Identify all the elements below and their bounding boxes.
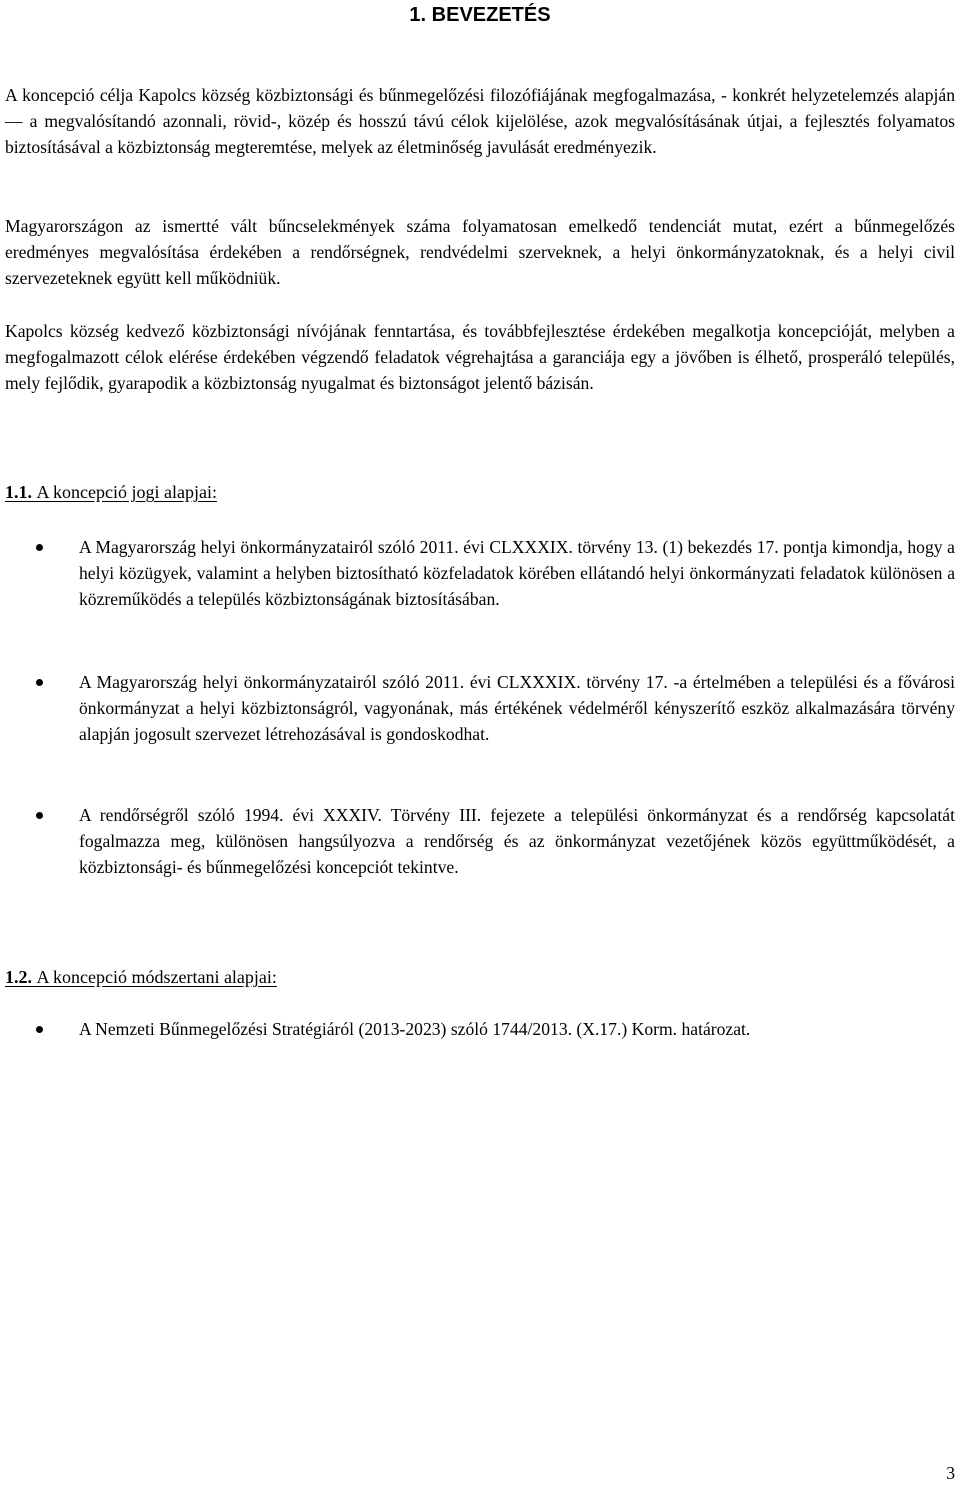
bullet-icon — [36, 812, 43, 819]
intro-paragraph-3: Kapolcs község kedvező közbiztonsági nívójának fenntartása, és továbbfejlesztése érdekében megalkotja koncepcióját, melyben a megfogalmazott célok elérése érdekében végzendő feladatok végrehajtása a garanciája egy a jövőben is élhető, prosperáló település, mely fejlődik, gyarapodik a közbiztonság nyugalmat és biztonságot jelentő bázisán. — [5, 321, 955, 393]
document-page — [5, 0, 955, 1488]
bullet-icon — [36, 679, 43, 686]
intro-paragraph-1: A koncepció célja Kapolcs község közbiztonsági és bűnmegelőzési filozófiájának megfogalmazása, - konkrét helyzetelemzés alapján — a megvalósítandó azonnali, rövid-, közép és hosszú távú célok kijelölése, azok megvalósításának útjai, a fejlesztés folyamatos biztosításával a közbiztonság megteremtése, melyek az életminőség javulását eredményezik. — [5, 85, 955, 157]
list-item-text: A Magyarország helyi önkormányzatairól szóló 2011. évi CLXXXIX. törvény 17. -a értelmében a települési és a fővárosi önkormányzat a helyi közbiztonságról, vagyonának, más értékének védelméről kényszerítő eszköz alkalmazására törvény alapján jogosult szervezet létrehozásával is gondoskodhat. — [79, 672, 955, 744]
section-title: A koncepció jogi alapjai: — [36, 482, 217, 502]
section-number: 1.2. — [5, 967, 32, 987]
list-item-text: A Nemzeti Bűnmegelőzési Stratégiáról (2013-2023) szóló 1744/2013. (X.17.) Korm. határozat. — [79, 1019, 751, 1039]
list-item-text: A Magyarország helyi önkormányzatairól szóló 2011. évi CLXXXIX. törvény 13. (1) bekezdés 17. pontja kimondja, hogy a helyi közügyek, valamint a helyben biztosítható közfeladatok körében ellátandó helyi önkormányzati feladatok különösen a közreműködés a település közbiztonságának biztosításában. — [79, 537, 955, 609]
page-number: 3 — [946, 1463, 955, 1483]
bullet-icon — [36, 544, 43, 551]
list-item-text: A rendőrségről szóló 1994. évi XXXIV. Törvény III. fejezete a települési önkormányzat és a rendőrség kapcsolatát fogalmazza meg, különösen hangsúlyozva a rendőrség és az önkormányzat vezetőjének közös együttműködését, a közbiztonsági- és bűnmegelőzési koncepciót tekintve. — [79, 805, 955, 877]
intro-paragraph-2: Magyarországon az ismertté vált bűncselekmények száma folyamatosan emelkedő tendenciát mutat, ezért a bűnmegelőzés eredményes megvalósítása érdekében a rendőrségnek, rendvédelmi szerveknek, a helyi önkormányzatoknak, és a helyi civil szervezeteknek együtt kell működniük. — [5, 216, 955, 288]
section-number: 1.1. — [5, 482, 32, 502]
bullet-icon — [36, 1026, 43, 1033]
chapter-title: 1. BEVEZETÉS — [409, 4, 551, 26]
section-title: A koncepció módszertani alapjai: — [36, 967, 277, 987]
section-heading-1-2 — [5, 965, 277, 989]
section-heading-1-1 — [5, 480, 217, 504]
